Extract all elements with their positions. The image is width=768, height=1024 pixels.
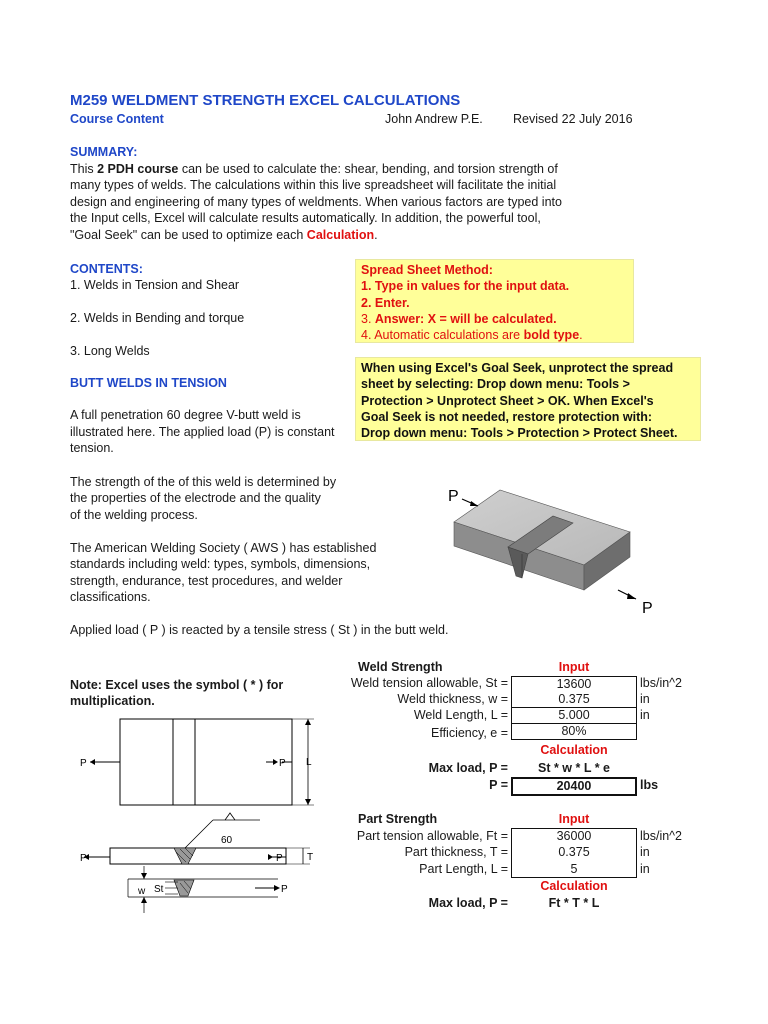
summary-heading: SUMMARY: <box>70 145 138 159</box>
dim-l: L <box>306 757 312 768</box>
part-formula: Ft * T * L <box>548 896 600 910</box>
part-thickness-unit: in <box>640 845 650 859</box>
note-line-1: Note: Excel uses the symbol ( * ) for <box>70 678 284 692</box>
butt-p2-line-2: the properties of the electrode and the quality <box>70 491 321 505</box>
part-calculation-label: Calculation <box>540 879 608 893</box>
butt-p3-line-4: classifications. <box>70 590 151 604</box>
method-step-1: 1. Type in values for the input data. <box>361 279 570 294</box>
part-strength-heading: Part Strength <box>358 812 438 826</box>
butt-p3-line-3: strength, endurance, test procedures, and welder <box>70 574 343 588</box>
iso-p-top: P <box>448 488 459 505</box>
weld-thickness-input[interactable]: 0.375 <box>511 692 637 708</box>
stress-st: St <box>154 884 164 895</box>
method-step-3: 3. Answer: X = will be calculated. <box>361 311 557 326</box>
butt-p1-line-1: A full penetration 60 degree V-butt weld is <box>70 408 301 422</box>
weld-calculation-label: Calculation <box>540 743 608 757</box>
butt-p1-line-2: illustrated here. The applied load (P) is constant <box>70 425 335 439</box>
method-step-4: 4. Automatic calculations are bold type. <box>361 328 583 343</box>
spreadsheet-method-box <box>355 259 634 343</box>
contents-heading: CONTENTS: <box>70 262 143 276</box>
contents-item-2: 2. Welds in Bending and torque <box>70 311 245 325</box>
goal-seek-box <box>355 357 701 441</box>
iso-p-bottom: P <box>642 600 653 617</box>
note-line-2: multiplication. <box>70 694 155 708</box>
goal-seek-line-1: When using Excel's Goal Seek, unprotect the spread <box>361 361 674 375</box>
butt-p2-line-1: The strength of the of this weld is determined by <box>70 475 337 489</box>
weld-thickness-unit: in <box>640 692 650 706</box>
weld-p-unit: lbs <box>640 778 659 792</box>
part-allowable-input[interactable]: 36000 <box>556 829 592 843</box>
butt-p4: Applied load ( P ) is reacted by a tensile stress ( St ) in the butt weld. <box>70 623 449 637</box>
butt-p3-line-2: standards including weld: types, symbols, dimensions, <box>70 557 371 571</box>
dim-w: w <box>138 886 146 897</box>
summary-line-5: "Goal Seek" can be used to optimize each Calculation. <box>70 228 378 242</box>
weld-diagrams <box>70 716 340 926</box>
plan-p-right: P <box>279 758 286 769</box>
isometric-weld-figure <box>440 482 670 622</box>
part-maxload-label: Max load, P = <box>428 896 508 910</box>
weld-strength-heading: Weld Strength <box>358 660 443 674</box>
part-allowable-label: Part tension allowable, Ft = <box>356 829 508 843</box>
summary-line-4: the Input cells, Excel will calculate results automatically. In addition, the powerful tool, <box>70 211 541 225</box>
weld-length-unit: in <box>640 708 650 722</box>
course-content-label: Course Content <box>70 112 164 126</box>
dim-t: T <box>307 852 314 863</box>
goal-seek-line-5: Drop down menu: Tools > Protection > Protect Sheet. <box>361 426 678 441</box>
part-thickness-label: Part thickness, T = <box>404 845 508 859</box>
author: John Andrew P.E. <box>385 112 483 126</box>
page-title: M259 WELDMENT STRENGTH EXCEL CALCULATIONS <box>70 92 461 109</box>
part-allowable-unit: lbs/in^2 <box>640 829 682 843</box>
section-p-left: P <box>80 853 87 864</box>
efficiency-label: Efficiency, e = <box>430 726 508 740</box>
weld-p-label: P = <box>489 778 508 792</box>
efficiency-input[interactable]: 80% <box>511 724 637 740</box>
contents-item-1: 1. Welds in Tension and Shear <box>70 278 240 292</box>
weld-p-result: 20400 <box>511 777 637 796</box>
contents-item-3: 3. Long Welds <box>70 344 150 358</box>
summary-line-1: This 2 PDH course can be used to calculate the: shear, bending, and torsion strength of <box>70 162 558 176</box>
summary-line-2: many types of welds. The calculations within this live spreadsheet will facilitate the initial <box>70 178 557 192</box>
goal-seek-line-3: Protection > Unprotect Sheet > OK. When Excel's <box>361 393 654 408</box>
weld-thickness-label: Weld thickness, w = <box>397 692 508 706</box>
part-length-unit: in <box>640 862 650 876</box>
section-p-right: P <box>276 853 283 864</box>
plan-p-left: P <box>80 758 87 769</box>
part-length-input[interactable]: 5 <box>570 862 578 876</box>
weld-allowable-label: Weld tension allowable, St = <box>350 676 508 690</box>
revised-date: Revised 22 July 2016 <box>513 112 633 126</box>
weld-formula: St * w * L * e <box>537 761 610 775</box>
butt-welds-heading: BUTT WELDS IN TENSION <box>70 376 227 390</box>
weld-symbol-leader <box>185 820 213 848</box>
weld-maxload-label: Max load, P = <box>428 761 508 775</box>
butt-p1-line-3: tension. <box>70 441 114 455</box>
butt-p3-line-1: The American Welding Society ( AWS ) has established <box>70 541 377 555</box>
part-length-label: Part Length, L = <box>419 862 508 876</box>
weld-angle: 60 <box>221 835 233 846</box>
stress-p-right: P <box>281 884 288 895</box>
part-thickness-input[interactable]: 0.375 <box>558 845 590 859</box>
part-input-label: Input <box>558 812 590 826</box>
weld-length-label: Weld Length, L = <box>413 708 508 722</box>
goal-seek-line-2: sheet by selecting: Drop down menu: Tools > <box>361 377 630 392</box>
weld-allowable-unit: lbs/in^2 <box>640 676 682 690</box>
method-title: Spread Sheet Method: <box>361 263 493 277</box>
method-step-2: 2. Enter. <box>361 295 410 310</box>
weld-input-label: Input <box>558 660 590 674</box>
section-view-plate <box>110 848 286 864</box>
weld-length-input[interactable]: 5.000 <box>511 708 637 724</box>
goal-seek-line-4: Goal Seek is not needed, restore protection with: <box>361 409 653 424</box>
weld-allowable-input[interactable]: 13600 <box>511 676 637 693</box>
summary-line-3: design and engineering of many types of weldments. When various factors are typed into <box>70 195 562 209</box>
butt-p2-line-3: of the welding process. <box>70 508 198 522</box>
